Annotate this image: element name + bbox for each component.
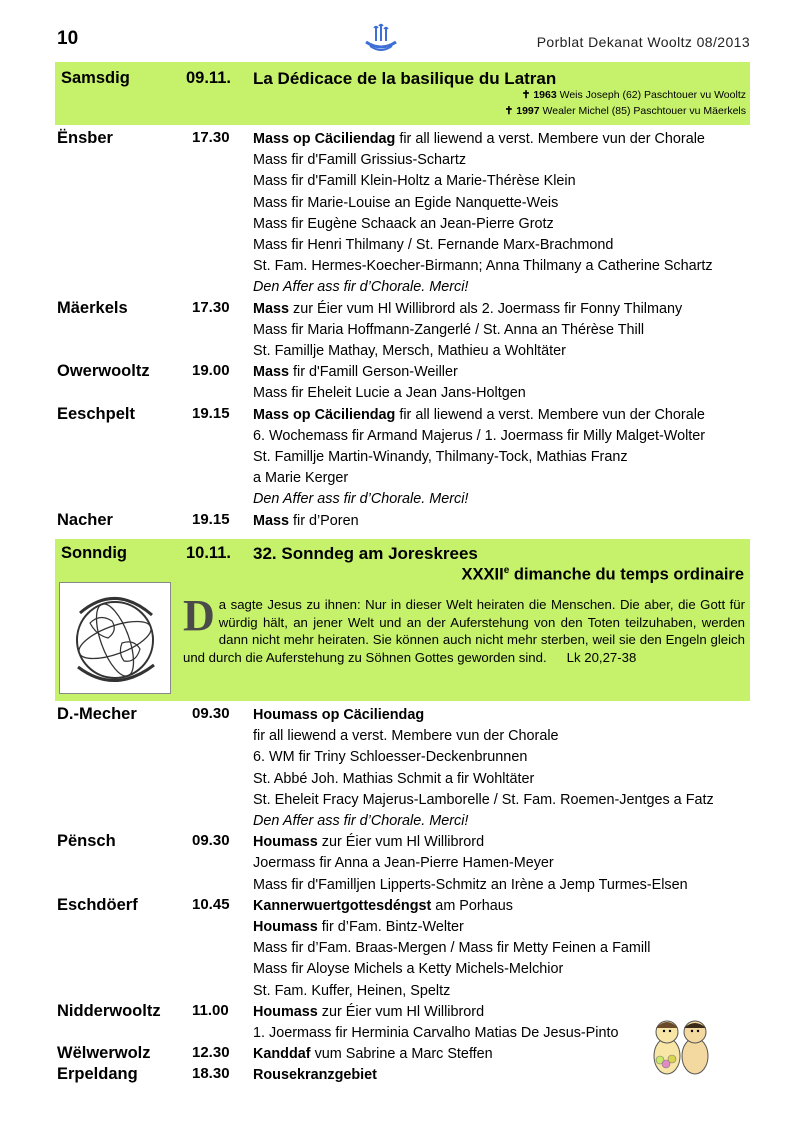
mass-time: 09.30 <box>192 832 230 850</box>
sunday-header <box>55 539 750 701</box>
mass-intentions <box>253 832 688 896</box>
mass-time: 17.30 <box>192 298 230 316</box>
memorial-line: ✝ 1963 Weis Joseph (62) Paschtouer vu Wooltz <box>521 89 746 101</box>
intention-line: St. Fam. Kuffer, Heinen, Speltz <box>253 982 451 999</box>
intention-line: Mass op Cäciliendag fir all liewend a verst. Membere vun der Chorale <box>253 406 705 423</box>
mass-intentions <box>253 362 526 404</box>
intention-line: Mass zur Éier vum Hl Willibrord als 2. Joermass fir Fonny Thilmany <box>253 300 683 317</box>
date-label: 10.11. <box>186 544 231 562</box>
mass-time: 11.00 <box>192 1001 229 1019</box>
intention-line <box>253 1065 377 1086</box>
mass-type: Houmass <box>253 919 318 935</box>
intention-line: 6. WM fir Triny Schloesser-Deckenbrunnen <box>253 749 528 766</box>
mass-intentions <box>253 511 359 532</box>
intention-line: a Marie Kerger <box>253 470 349 487</box>
mass-intentions <box>253 705 714 832</box>
mass-type: Houmass <box>253 1003 318 1020</box>
intention-line: Mass op Cäciliendag fir all liewend a verst. Membere vun der Chorale <box>253 131 705 147</box>
intention-line: fir all liewend a verst. Membere vun der Chorale <box>253 728 559 745</box>
intention-line: Kannerwuertgottesdéngst am Porhaus <box>253 897 513 914</box>
intention-line <box>253 705 714 726</box>
mass-intentions <box>253 405 705 511</box>
mass-type: Mass <box>253 300 289 317</box>
mass-type: Kannerwuertgottesdéngst <box>253 897 432 914</box>
intention-line: Mass fir d'Familljen Lipperts-Schmitz an Irène a Jemp Turmes-Elsen <box>253 876 688 893</box>
place-name: Ënsber <box>57 129 113 147</box>
intention-line: Mass fir d'Famill Klein-Holtz a Marie-Thérèse Klein <box>253 173 576 190</box>
drop-cap: D <box>183 591 215 640</box>
mass-type: Houmass <box>253 834 318 851</box>
place-name: D.-Mecher <box>57 705 137 723</box>
intention-line: Mass fir d’Fam. Braas-Mergen / Mass fir Metty Feinen a Famill <box>253 940 651 957</box>
gospel-quote <box>183 591 745 666</box>
saturday-header <box>55 62 750 125</box>
baptism-figures-icon <box>650 1016 712 1076</box>
place-name: Wëlwerwolz <box>57 1044 151 1063</box>
intention-line: Kanddaf vum Sabrine a Marc Steffen <box>253 1046 493 1063</box>
mass-time: 10.45 <box>192 895 230 913</box>
intention-line: St. Famillje Mathay, Mersch, Mathieu a Wohltäter <box>253 343 566 359</box>
intention-line: Houmass fir d’Fam. Bintz-Welter <box>253 919 464 935</box>
intention-line: Houmass zur Éier vum Hl Willibrord <box>253 1003 485 1020</box>
mass-type: Mass op Cäciliendag <box>253 406 396 423</box>
intention-line: 6. Wochemass fir Armand Majerus / 1. Joermass fir Milly Malget-Wolter <box>253 427 706 444</box>
mass-time: 19.00 <box>192 362 230 380</box>
intention-line: Den Affer ass fir d’Chorale. Merci! <box>253 813 469 830</box>
intention-line: Mass fir d'Famill Grissius-Schartz <box>253 152 467 169</box>
publication-title: Porblat Dekanat Wooltz 08/2013 <box>536 34 750 50</box>
intention-line: Houmass zur Éier vum Hl Willibrord <box>253 834 485 851</box>
globe-icon <box>60 583 170 693</box>
mass-type: Rousekranzgebiet <box>253 1067 377 1084</box>
globe-illustration <box>59 582 171 694</box>
mass-time: 17.30 <box>192 129 230 146</box>
page-number: 10 <box>57 28 79 49</box>
place-name: Erpeldang <box>57 1065 138 1084</box>
place-name: Owerwooltz <box>57 362 150 381</box>
intention-line: Mass fir Marie-Louise an Egide Nanquette-Weis <box>253 194 559 211</box>
mass-type: Mass <box>253 512 289 529</box>
mass-type: Mass op Cäciliendag <box>253 131 396 147</box>
intention-line: St. Famillje Martin-Winandy, Thilmany-Tock, Mathias Franz <box>253 449 628 465</box>
intention-line: 1. Joermass fir Herminia Carvalho Matias De Jesus-Pinto <box>253 1025 619 1041</box>
place-name: Eeschpelt <box>57 404 135 423</box>
mass-time: 12.30 <box>192 1044 230 1062</box>
mass-intentions <box>253 1002 619 1044</box>
intention-line: Mass fir Aloyse Michels a Ketty Michels-Melchior <box>253 961 564 978</box>
intention-line: Mass fir Henri Thilmany / St. Fernande Marx-Brachmond <box>253 237 614 254</box>
mass-intentions <box>253 896 650 1002</box>
mass-type: Kanddaf <box>253 1046 311 1063</box>
mass-type: Houmass op Cäciliendag <box>253 707 425 723</box>
intention-line: St. Abbé Joh. Mathias Schmit a fir Wohltäter <box>253 770 535 787</box>
intention-line: St. Eheleit Fracy Majerus-Lamborelle / St. Fam. Roemen-Jentges a Fatz <box>253 791 714 808</box>
intention-line: Mass fir d’Poren <box>253 512 359 529</box>
mass-intentions <box>253 129 713 299</box>
intention-line: Mass fir Eheleit Lucie a Jean Jans-Holtgen <box>253 385 526 402</box>
intention-line: Joermass fir Anna a Jean-Pierre Hamen-Meyer <box>253 855 554 872</box>
feast-title: La Dédicace de la basilique du Latran <box>253 69 557 88</box>
mass-intentions <box>253 1065 377 1086</box>
place-name: Nacher <box>57 510 113 529</box>
intention-line: Mass fir Eugène Schaack an Jean-Pierre Grotz <box>253 215 554 232</box>
mass-intentions <box>253 1044 493 1065</box>
mass-intentions <box>253 299 682 363</box>
place-name: Nidderwooltz <box>57 1001 161 1020</box>
memorial-line: ✝ 1997 Wealer Michel (85) Paschtouer vu Mäerkels <box>504 105 746 117</box>
quote-reference: Lk 20,27-38 <box>566 649 637 665</box>
feast-subtitle: XXXIIe dimanche du temps ordinaire <box>461 565 744 584</box>
feast-title: 32. Sonndeg am Joreskrees <box>253 544 478 563</box>
mass-time: 19.15 <box>192 510 230 528</box>
mass-type: Mass <box>253 364 289 381</box>
quote-text: a sagte Jesus zu ihnen: Nur in dieser Welt heiraten die Menschen. Die aber, die Gott für würdig hält, an jener Welt und an der Auferstehung von den Toten teilzuhaben, werden dann nicht mehr heiraten. Sie können auch nicht mehr sterben, weil sie den Engeln gleich und durch die Auferstehung zu Söhnen Gottes geworden sind. <box>183 597 745 665</box>
day-label: Sonndig <box>61 544 127 562</box>
dekanat-logo-icon <box>362 22 400 54</box>
mass-time: 18.30 <box>192 1065 230 1083</box>
mass-time: 09.30 <box>192 705 230 722</box>
intention-line: Mass fir Maria Hoffmann-Zangerlé / St. Anna an Thérèse Thill <box>253 321 645 338</box>
date-label: 09.11. <box>186 69 231 87</box>
mass-time: 19.15 <box>192 404 230 422</box>
intention-line: St. Fam. Hermes-Koecher-Birmann; Anna Thilmany a Catherine Schartz <box>253 258 713 275</box>
place-name: Pënsch <box>57 832 116 851</box>
intention-line: Den Affer ass fir d’Chorale. Merci! <box>253 279 469 296</box>
intention-line: Den Affer ass fir d’Chorale. Merci! <box>253 491 469 508</box>
intention-line: Mass fir d'Famill Gerson-Weiller <box>253 364 458 381</box>
day-label: Samsdig <box>61 69 130 87</box>
place-name: Eschdöerf <box>57 895 138 914</box>
place-name: Mäerkels <box>57 298 128 317</box>
